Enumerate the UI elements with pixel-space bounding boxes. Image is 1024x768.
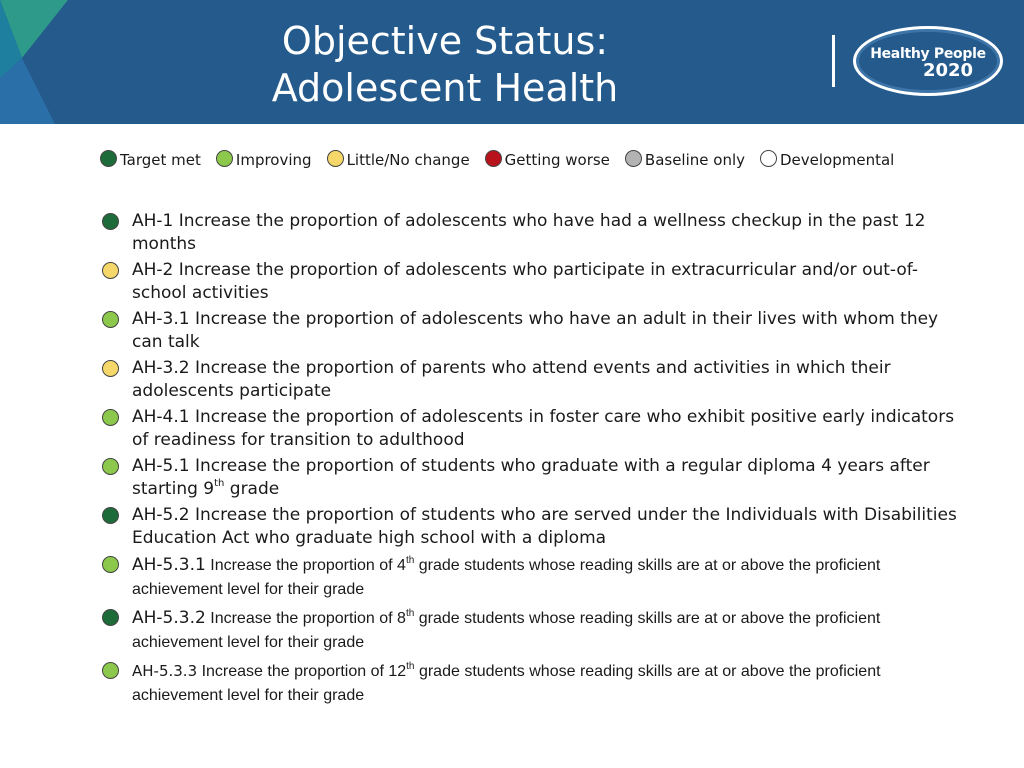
legend-item-baseline-only [625, 151, 745, 169]
legend-item-getting-worse [485, 151, 610, 169]
ordinal-suffix: th [405, 554, 415, 566]
objective-code: AH-5.3.2 [132, 608, 206, 628]
status-legend [100, 149, 894, 171]
objective-item [102, 553, 962, 602]
objective-text: AH-3.1 Increase the proportion of adolescents who have an adult in their lives with whom they can talk [132, 309, 939, 352]
objective-item [102, 455, 962, 500]
title-line-1: Objective Status: [281, 19, 609, 63]
objective-item [102, 259, 962, 304]
ordinal-suffix: th [406, 660, 415, 672]
logo-text-line-1: Healthy People [870, 46, 986, 62]
objective-text-part: Increase the proportion of 12 [197, 663, 407, 680]
status-dot-icon [102, 262, 119, 279]
legend-label: Target met [120, 151, 201, 169]
title-line-2: Adolescent Health [271, 66, 619, 110]
objective-text-part: Increase the proportion of 4 [205, 557, 406, 574]
objective-text: AH-3.2 Increase the proportion of parents who attend events and activities in which their adolescents participate [132, 358, 891, 401]
ordinal-suffix: th [214, 477, 225, 489]
target-met-dot-icon [100, 150, 117, 167]
legend-label: Baseline only [644, 151, 745, 169]
objective-item [102, 357, 962, 402]
objective-text-part: grade [224, 478, 280, 499]
objective-code: AH-5.3.1 [132, 555, 206, 575]
getting-worse-dot-icon [485, 150, 502, 167]
page-title [250, 18, 640, 112]
objective-text-part: Increase the proportion of 8 [205, 610, 406, 627]
objective-item [102, 504, 962, 549]
header-divider [832, 35, 835, 87]
objective-item [102, 210, 962, 255]
legend-item-little-no-change [327, 151, 470, 169]
objective-text: AH-1 Increase the proportion of adolescents who have had a wellness checkup in the past 12 months [132, 211, 926, 254]
status-dot-icon [102, 507, 119, 524]
objective-text: AH-5.2 Increase the proportion of students who are served under the Individuals with Disabilities Education Act who graduate high school with a diploma [132, 505, 957, 548]
baseline-only-dot-icon [625, 150, 642, 167]
decorative-triangles [0, 0, 130, 124]
objective-text: AH-2 Increase the proportion of adolescents who participate in extracurricular and/or out-of-school activities [132, 260, 918, 303]
status-dot-icon [102, 360, 119, 377]
status-dot-icon [102, 458, 119, 475]
little-no-change-dot-icon [327, 150, 344, 167]
objectives-list [102, 210, 962, 712]
objective-text [132, 606, 962, 655]
legend-label: Getting worse [504, 151, 610, 169]
status-dot-icon [102, 213, 119, 230]
ordinal-suffix: th [405, 607, 415, 619]
status-dot-icon [102, 609, 119, 626]
objective-text-part: grade students whose reading skills are at or above the proficient achievement level for their grade [132, 663, 881, 704]
status-dot-icon [102, 556, 119, 573]
status-dot-icon [102, 409, 119, 426]
logo-text-line-2: 2020 [922, 60, 974, 81]
legend-label: Improving [235, 151, 312, 169]
objective-text: AH-4.1 Increase the proportion of adolescents in foster care who exhibit positive early indicators of readiness for transition to adulthood [132, 407, 955, 450]
legend-item-target-met [100, 151, 201, 169]
objective-text [132, 659, 962, 708]
developmental-dot-icon [760, 150, 777, 167]
objective-text-part: grade students whose reading skills are at or above the proficient achievement level for their grade [132, 557, 881, 598]
objective-text-part: AH-5.1 Increase the proportion of students who graduate with a regular diploma 4 years after starting 9 [132, 456, 930, 499]
objective-item [102, 406, 962, 451]
improving-dot-icon [216, 150, 233, 167]
healthy-people-2020-logo [853, 26, 1003, 96]
objective-item [102, 308, 962, 353]
objective-item [102, 606, 962, 655]
header-banner [0, 0, 1024, 124]
legend-item-improving [216, 151, 312, 169]
objective-code: AH-5.3.3 [132, 662, 198, 680]
legend-label: Developmental [780, 151, 895, 169]
status-dot-icon [102, 311, 119, 328]
objective-text [132, 455, 962, 500]
objective-item [102, 659, 962, 708]
objective-text [132, 553, 962, 602]
objective-text-part: grade students whose reading skills are at or above the proficient achievement level for their grade [132, 610, 881, 651]
legend-label: Little/No change [346, 151, 470, 169]
legend-item-developmental [760, 151, 894, 169]
status-dot-icon [102, 662, 119, 679]
